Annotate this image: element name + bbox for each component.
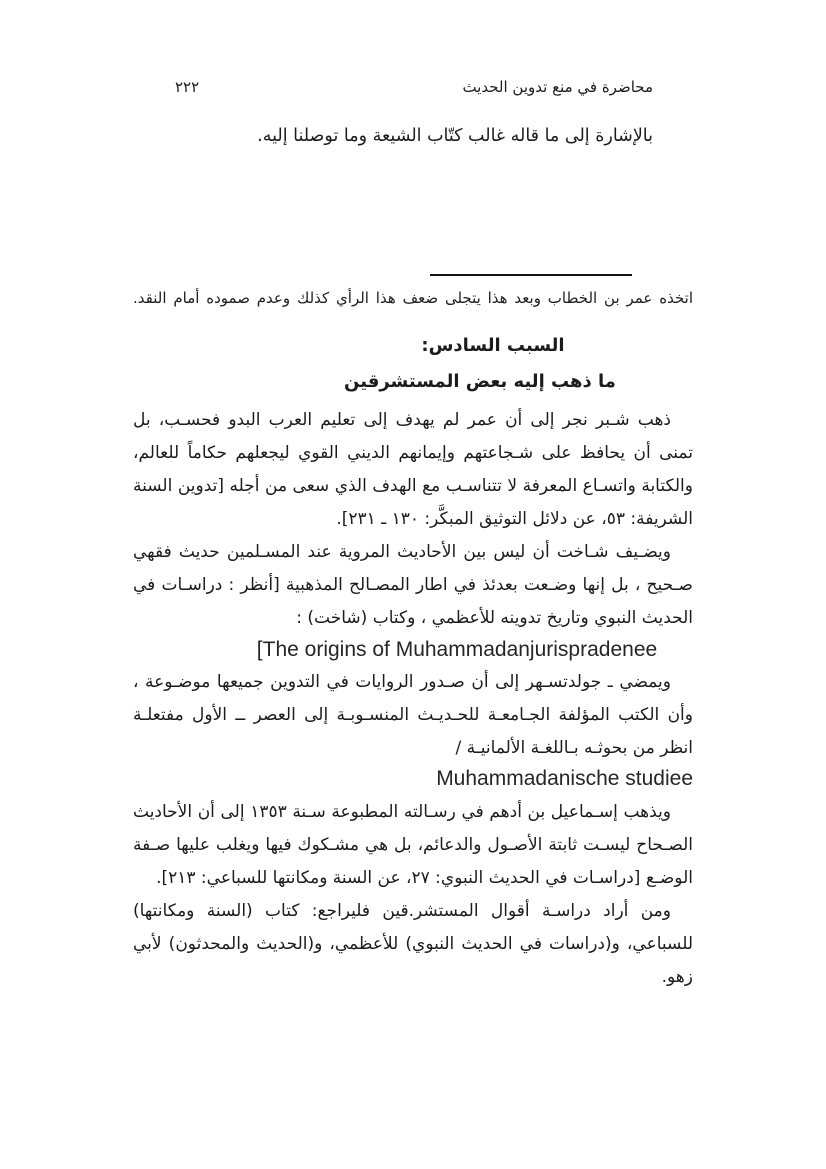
- paragraph-ismail-adham: ويذهب إسـماعيل بن أدهم في رسـالته المطبوعة سـنة ١٣٥٣ إلى أن الأحاديث الصـحاح ليسـت ثابتة الأصـول والدعائم، بل هي مشـكوك فيها ويغلب عليها صـفة الوضـع [دراسـات في الحديث النبوي: ٢٧، عن السنة ومكانتها للسباعي: ٢١٣].: [133, 802, 693, 888]
- footnote-text: اتخذه عمر بن الخطاب وبعد هذا يتجلى ضعف هذا الرأي كذلك وعدم صموده أمام النقد.: [133, 289, 693, 307]
- footnote-divider: [430, 274, 632, 276]
- section-heading-primary: السبب السادس:: [421, 335, 565, 356]
- paragraph-goldziher: ويمضي ـ جولدتسـهر إلى أن صـدور الروايات في التدوين جميعها موضـوعة ، وأن الكتب المؤلفة الجـامعـة للحـديـث المنسـوبـة إلى العصر ــ الأول مفتعلـة انظر من بحوثـه بـاللغـة الألمانيـة /: [133, 672, 693, 758]
- opening-line: بالإشارة إلى ما قاله غالب كتّاب الشيعة وما توصلنا إليه.: [257, 126, 653, 146]
- section-heading-secondary: ما ذهب إليه بعض المستشرقين: [344, 371, 616, 392]
- body-paragraphs: [133, 404, 693, 994]
- page-number: ٢٢٢: [175, 78, 200, 96]
- paragraph-schacht: ويضـيف شـاخت أن ليس بين الأحاديث المروية عند المسـلمين حديث فقهي صـحيح ، بل إنها وضـعت بعدئذ في اطار المصـالح المذهبية [أنظر : دراسـات في الحديث النبوي وتاريخ تدوينه للأعظمي ، وكتاب (شاخت) :: [133, 542, 693, 628]
- latin-book-title-german: Muhammadanische studiee: [436, 767, 693, 790]
- page-header: [133, 76, 693, 102]
- running-title: محاضرة في منع تدوين الحديث: [462, 78, 653, 96]
- paragraph-sprenger: ذهب شـبر نجر إلى أن عمر لم يهدف إلى تعليم العرب البدو فحسـب، بل تمنى أن يحافظ على شـجاعتهم وإيمانهم الديني القوي ليجعلهم حكاماً للعالم، والكتابة واتسـاع المعرفة لا تتناسـب مع الهدف الذي سعى من أجله [تدوين السنة الشريفة: ٥٣، عن دلائل التوثيق المبكَّر: ١٣٠ ـ ٢٣١].: [133, 410, 693, 529]
- paragraph-references: ومن أراد دراسـة أقوال المستشر.قين فليراجع: كتاب (السنة ومكانتها) للسباعي، و(دراسات في الحديث النبوي) للأعظمي، و(الحديث والمحدثون) لأبي زهو.: [133, 901, 693, 987]
- latin-book-title-origins: [The origins of Muhammadanjurispradenee: [256, 638, 658, 661]
